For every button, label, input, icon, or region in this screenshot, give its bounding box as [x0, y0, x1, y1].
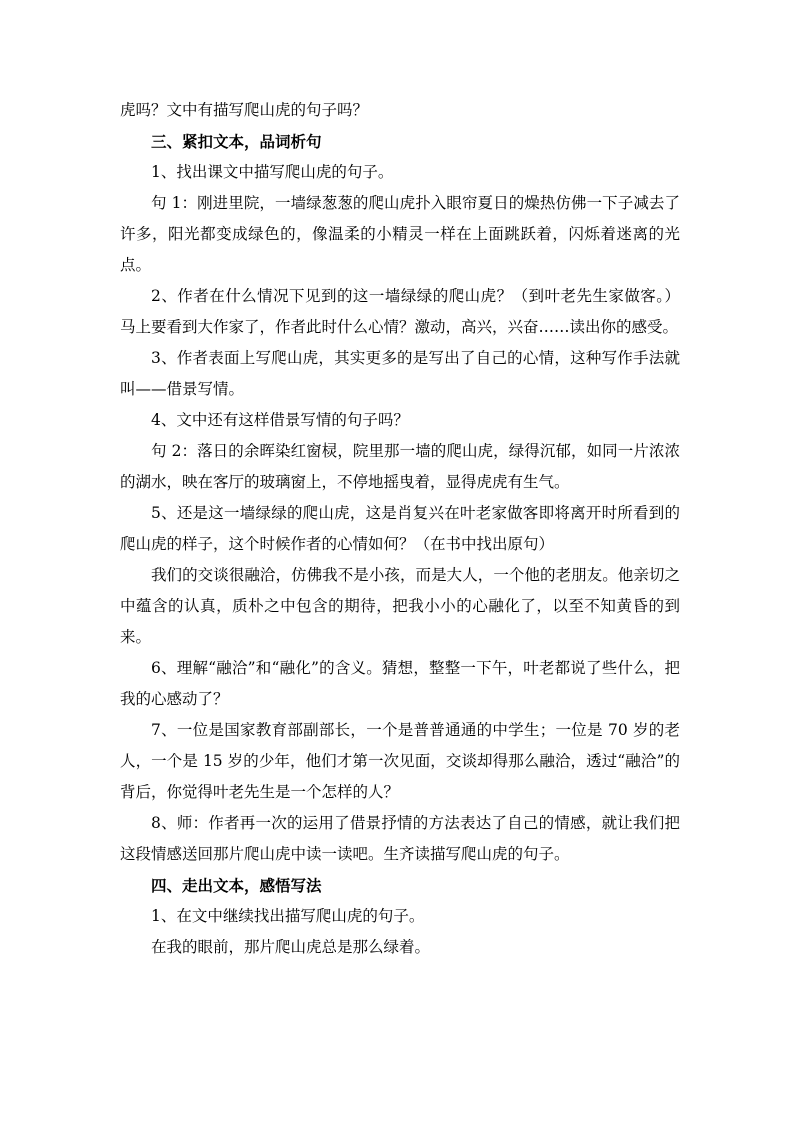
paragraph: 句 2：落日的余晖染红窗棂，院里那一墙的爬山虎，绿得沉郁，如同一片浓浓的湖水，映在客厅的玻璃窗上，不停地摇曳着，显得虎虎有生气。: [120, 442, 680, 491]
paragraph: 2、作者在什么情况下见到的这一墙绿绿的爬山虎？（到叶老先生家做客。）马上要看到大作家了，作者此时什么心情？激动，高兴，兴奋……读出你的感受。: [120, 287, 680, 336]
paragraph: 8、师：作者再一次的运用了借景抒情的方法表达了自己的情感，就让我们把这段情感送回那片爬山虎中读一读吧。生齐读描写爬山虎的句子。: [120, 814, 680, 863]
paragraph: 1、在文中继续找出描写爬山虎的句子。: [151, 907, 425, 925]
paragraph: 7、一位是国家教育部副部长，一个是普普通通的中学生；一位是 70 岁的老人，一个是 15 岁的少年，他们才第一次见面，交谈却得那么融洽，透过“融洽”的背后，你觉得叶老先生是一个怎样的人？: [120, 721, 680, 801]
paragraph: 在我的眼前，那片爬山虎总是那么绿着。: [151, 938, 431, 956]
paragraph: 4、文中还有这样借景写情的句子吗？: [151, 411, 409, 429]
paragraph: 5、还是这一墙绿绿的爬山虎，这是肖复兴在叶老家做客即将离开时所看到的爬山虎的样子，这个时候作者的心情如何？（在书中找出原句）: [120, 504, 680, 553]
section-heading-3: 三、紧扣文本，品词析句: [151, 132, 322, 151]
paragraph: 3、作者表面上写爬山虎，其实更多的是写出了自己的心情，这种写作手法就叫——借景写情。: [120, 349, 680, 398]
section-heading-4: 四、走出文本，感悟写法: [151, 876, 322, 895]
paragraph: 1、找出课文中描写爬山虎的句子。: [151, 163, 394, 181]
paragraph: 句 1：刚进里院，一墙绿葱葱的爬山虎扑入眼帘夏日的燥热仿佛一下子减去了许多，阳光都变成绿色的，像温柔的小精灵一样在上面跳跃着，闪烁着迷离的光点。: [120, 194, 680, 274]
document-body: [120, 95, 680, 963]
paragraph: 6、理解“融洽”和“融化”的含义。猜想，整整一下午，叶老都说了些什么，把我的心感动了？: [120, 659, 680, 708]
paragraph-continuation: 虎吗？文中有描写爬山虎的句子吗？: [120, 101, 369, 119]
paragraph: 我们的交谈很融洽，仿佛我不是小孩，而是大人，一个他的老朋友。他亲切之中蕴含的认真，质朴之中包含的期待，把我小小的心融化了，以至不知黄昏的到来。: [120, 566, 680, 646]
